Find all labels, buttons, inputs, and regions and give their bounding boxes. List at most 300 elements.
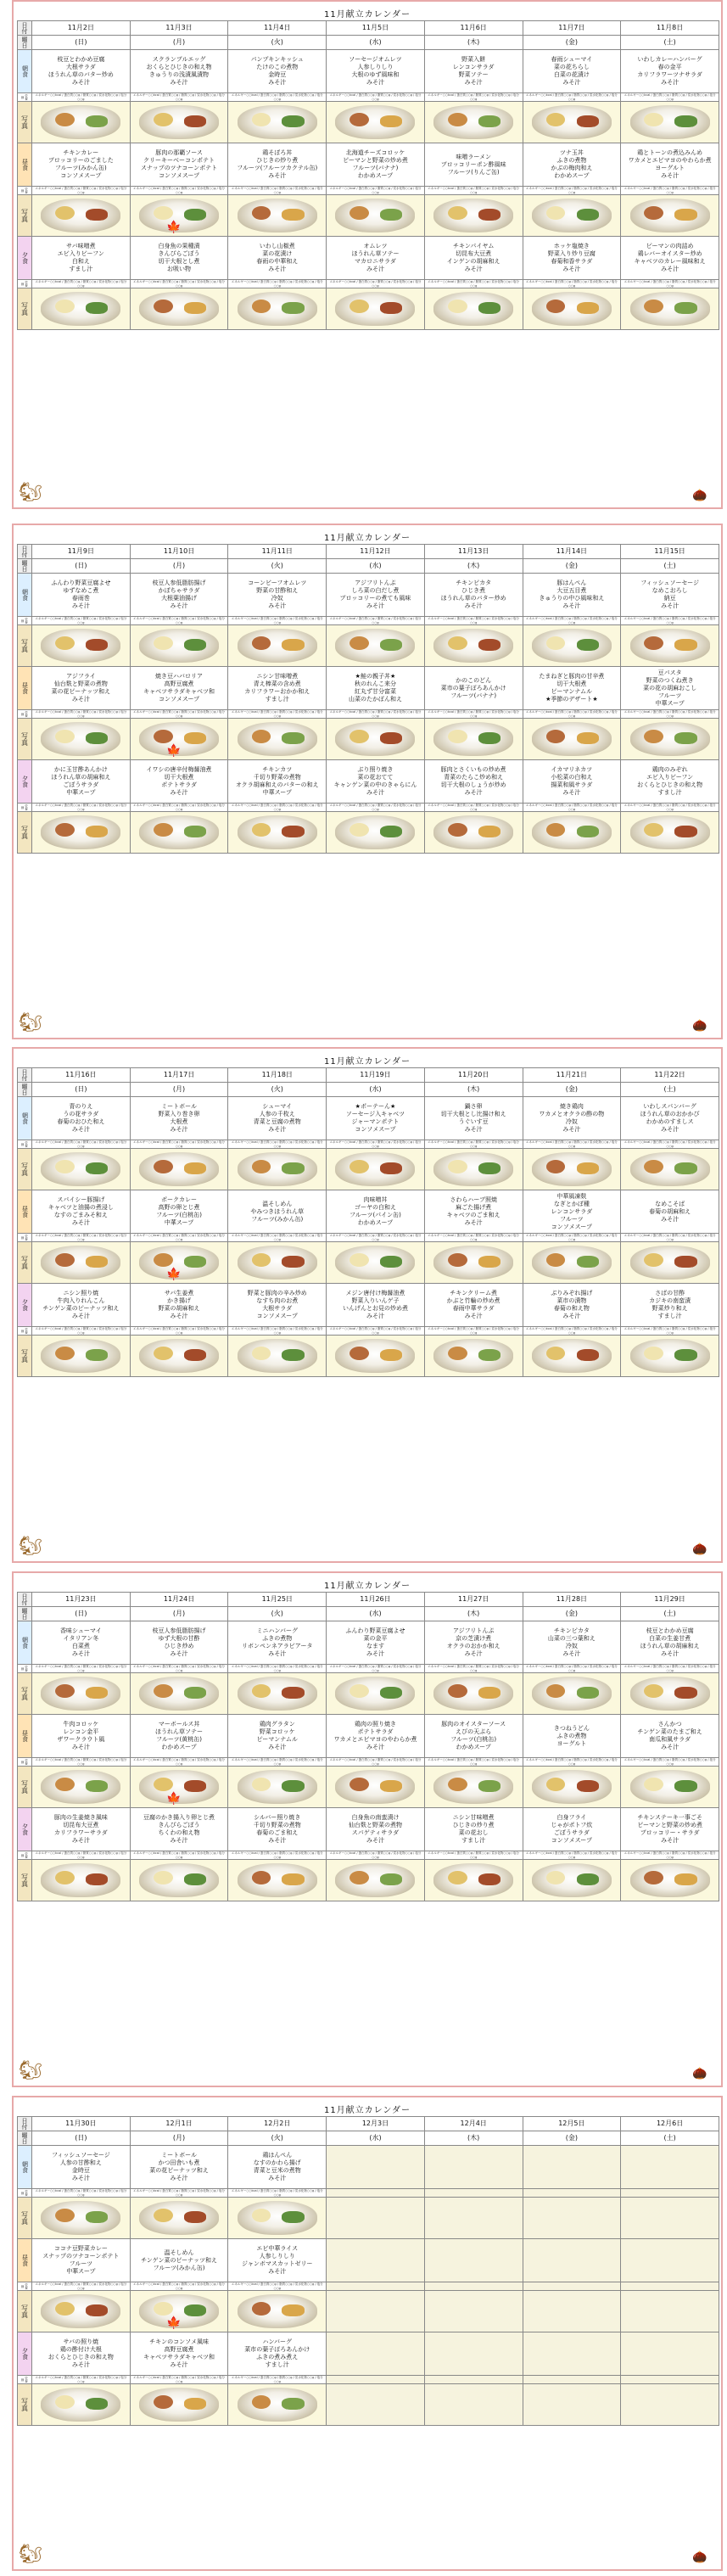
lunch-label: 昼食 — [18, 1715, 32, 1758]
nutrition-cell: エネルギー○○kcal / 蛋白質○○g / 脂質○○g / 炭水化物○○g / 塩分○○g — [424, 93, 523, 102]
menu-item: ツナ玉丼 — [559, 149, 584, 156]
dinner-menu-cell — [32, 1284, 131, 1327]
meal-plate-image — [41, 1339, 120, 1373]
menu-item: 白身フライ — [556, 1814, 587, 1821]
menu-item: みそ汁 — [562, 1650, 581, 1657]
maple-leaf-icon: 🍁 — [166, 2316, 182, 2330]
menu-item: イカマリネカツ — [551, 766, 593, 773]
date-cell: 11月3日 — [130, 21, 228, 36]
meal-photo-cell — [228, 1860, 327, 1901]
menu-item: みそ汁 — [170, 1837, 188, 1844]
lunch-menu-cell — [130, 1190, 228, 1234]
date-row-label: 日付 — [18, 1068, 32, 1083]
date-row-label: 日付 — [18, 2117, 32, 2131]
lunch-label: 昼食 — [18, 143, 32, 187]
menu-item: みそ汁 — [366, 266, 384, 272]
breakfast-menu-cell — [32, 50, 131, 93]
menu-item: 香味シューマイ — [59, 1627, 102, 1634]
menu-item: みそ汁 — [562, 1313, 581, 1319]
date-cell: 11月22日 — [621, 1068, 719, 1083]
menu-item: すまし汁 — [657, 789, 682, 796]
photo-label: 写真 — [18, 719, 32, 760]
menu-item: メジン唐付け梅醤油煮 — [345, 1290, 405, 1296]
nutrition-cell: エネルギー○○kcal / 蛋白質○○g / 脂質○○g / 炭水化物○○g / 塩分○○g — [327, 1758, 425, 1767]
meal-plate-image — [335, 629, 415, 663]
menu-item: わかめのすましス — [646, 1118, 694, 1125]
meal-plate-image — [139, 1152, 219, 1186]
menu-item: シューマイ — [262, 1103, 293, 1110]
menu-item: みそ汁 — [562, 266, 581, 272]
menu-item: マーボールス丼 — [158, 1721, 200, 1728]
menu-item: 野菜入餅 — [461, 56, 486, 63]
nutrition-cell: エネルギー○○kcal / 蛋白質○○g / 脂質○○g / 炭水化物○○g / 塩分○○g — [228, 1140, 327, 1149]
nutrition-label: 栄養価 — [18, 1327, 32, 1336]
weekday-cell: (火) — [228, 1083, 327, 1097]
dinner-menu-cell — [130, 237, 228, 280]
date-cell: 11月21日 — [523, 1068, 621, 1083]
menu-item: ちくわの和え物 — [158, 1829, 200, 1836]
nutrition-cell — [327, 2376, 425, 2384]
nutrition-cell: エネルギー○○kcal / 蛋白質○○g / 脂質○○g / 炭水化物○○g / 塩分○○g — [32, 1327, 131, 1336]
meal-plate-image — [433, 629, 513, 663]
lunch-menu-cell — [523, 667, 621, 710]
meal-plate-image — [630, 1863, 710, 1897]
nutrition-cell: エネルギー○○kcal / 蛋白質○○g / 脂質○○g / 炭水化物○○g / 塩分○○g — [621, 1234, 719, 1242]
date-cell: 11月10日 — [130, 545, 228, 559]
weekday-cell: (月) — [130, 559, 228, 574]
nutrition-cell: エネルギー○○kcal / 蛋白質○○g / 脂質○○g / 炭水化物○○g / 塩分○○g — [32, 280, 131, 288]
weekday-cell: (日) — [32, 1607, 131, 1621]
nutrition-cell: エネルギー○○kcal / 蛋白質○○g / 脂質○○g / 炭水化物○○g / 塩分○○g — [130, 2189, 228, 2198]
breakfast-menu-cell — [523, 1097, 621, 1140]
lunch-menu-cell — [523, 143, 621, 187]
nutrition-cell: エネルギー○○kcal / 蛋白質○○g / 脂質○○g / 炭水化物○○g / 塩分○○g — [32, 1665, 131, 1673]
date-cell: 11月2日 — [32, 21, 131, 36]
breakfast-menu-cell — [621, 1097, 719, 1140]
menu-item: オクラ胡麻和えのバターの和え — [235, 781, 319, 788]
menu-item: イワシの唐辛付梅醤油煮 — [146, 766, 212, 773]
menu-item: 人参しりしり — [357, 64, 394, 70]
meal-photo-cell — [228, 1336, 327, 1377]
meal-plate-image — [532, 815, 612, 849]
menu-item: みそ汁 — [366, 1837, 384, 1844]
meal-photo-cell — [32, 2384, 131, 2426]
meal-photo-cell — [32, 625, 131, 667]
menu-item: ピーマンと野菜の炒め煮 — [637, 1822, 702, 1828]
menu-item: 菜の花の胡麻おこし — [643, 684, 697, 692]
menu-item: 温そしめん — [164, 2248, 194, 2256]
nutrition-cell: エネルギー○○kcal / 蛋白質○○g / 脂質○○g / 炭水化物○○g / 塩分○○g — [130, 2282, 228, 2291]
menu-item: みそ汁 — [366, 1744, 384, 1750]
menu-item: 豚肉のオイスターソース — [441, 1721, 506, 1728]
menu-item: みそ汁 — [366, 1650, 384, 1657]
menu-item: アジフリトんぷ — [452, 1627, 495, 1634]
weekday-cell: (土) — [621, 36, 719, 50]
nutrition-cell: エネルギー○○kcal / 蛋白質○○g / 脂質○○g / 炭水化物○○g / 塩分○○g — [228, 710, 327, 719]
nutrition-cell: エネルギー○○kcal / 蛋白質○○g / 脂質○○g / 炭水化物○○g / 塩分○○g — [424, 187, 523, 195]
menu-item: カリフラワーサラダ — [53, 1829, 108, 1836]
breakfast-menu-cell — [228, 50, 327, 93]
menu-item: みそ汁 — [464, 602, 483, 609]
menu-item: 春雨中華サラダ — [452, 1305, 495, 1312]
photo-label: 写真 — [18, 1860, 32, 1901]
nutrition-cell: エネルギー○○kcal / 蛋白質○○g / 脂質○○g / 炭水化物○○g / 塩分○○g — [621, 93, 719, 102]
menu-item: 中華風凍麩 — [556, 1192, 587, 1200]
date-cell: 11月4日 — [228, 21, 327, 36]
menu-item: みそ汁 — [71, 1219, 90, 1226]
menu-item: 野菜のつくね煮き — [646, 676, 694, 684]
menu-item: ほうれん草ソテー — [351, 250, 400, 257]
squirrel-icon: 🐿 — [19, 2544, 42, 2565]
menu-item: 冷奴 — [565, 1643, 578, 1649]
menu-item: 切干大根とし比揚け和え — [440, 1111, 506, 1117]
nutrition-cell: エネルギー○○kcal / 蛋白質○○g / 脂質○○g / 炭水化物○○g / 塩分○○g — [523, 1327, 621, 1336]
menu-item: みそ汁 — [562, 1126, 581, 1133]
photo-label: 写真 — [18, 2198, 32, 2239]
menu-item: みそ汁 — [71, 1313, 90, 1319]
meal-photo-cell — [424, 1767, 523, 1808]
menu-item: 切干大根とし煮 — [158, 258, 200, 265]
meal-plate-image — [41, 2201, 120, 2235]
menu-item: 温そしめん — [262, 1200, 293, 1207]
dinner-menu-cell — [327, 1808, 425, 1851]
nutrition-label: 栄養価 — [18, 1758, 32, 1767]
weekday-cell: (月) — [130, 36, 228, 50]
menu-item: ニシン甘味噌煮 — [256, 673, 299, 680]
dinner-menu-cell — [523, 1284, 621, 1327]
menu-item: 小松菜の白和え — [551, 774, 593, 781]
menu-item: ポークカレー — [161, 1196, 198, 1203]
squirrel-icon: 🐿 — [19, 2060, 42, 2081]
menu-item: なめこおろし — [652, 587, 688, 594]
weekday-cell: (日) — [32, 559, 131, 574]
menu-item: なすのごまみそ和え — [53, 1212, 108, 1218]
menu-item: ミニハンバーグ — [256, 1627, 299, 1634]
breakfast-menu-cell — [32, 1097, 131, 1140]
nutrition-cell: エネルギー○○kcal / 蛋白質○○g / 脂質○○g / 炭水化物○○g / 塩分○○g — [621, 280, 719, 288]
meal-plate-image — [41, 2388, 120, 2422]
dinner-menu-cell — [130, 1808, 228, 1851]
nutrition-cell: エネルギー○○kcal / 蛋白質○○g / 脂質○○g / 炭水化物○○g / 塩分○○g — [523, 93, 621, 102]
breakfast-label: 朝食 — [18, 574, 32, 617]
weekday-cell: (日) — [32, 2131, 131, 2146]
week-title: 11月献立カレンダー — [323, 534, 411, 543]
nutrition-cell: エネルギー○○kcal / 蛋白質○○g / 脂質○○g / 炭水化物○○g / 塩分○○g — [523, 1140, 621, 1149]
meal-plate-image — [630, 1677, 710, 1711]
meal-plate-image — [335, 199, 415, 232]
nutrition-cell: エネルギー○○kcal / 蛋白質○○g / 脂質○○g / 炭水化物○○g / 塩分○○g — [228, 2189, 327, 2198]
photo-label: 写真 — [18, 1673, 32, 1715]
week-title: 11月献立カレンダー — [323, 1057, 411, 1067]
meal-photo-cell — [523, 1149, 621, 1190]
menu-item: 野菜入り巻き卵 — [158, 1111, 200, 1117]
menu-item: 春菊のごま和え — [256, 1829, 299, 1836]
dinner-label: 夕食 — [18, 1284, 32, 1327]
menu-item: 枝豆人参低脂肪揚げ — [152, 580, 206, 586]
menu-item: 青菜と豆腐の煮物 — [253, 1118, 301, 1125]
meal-plate-image — [139, 292, 219, 326]
menu-item: ぶり照り焼き — [357, 766, 394, 773]
meal-plate-image — [335, 1863, 415, 1897]
menu-item: 紅丸ず甘分富菜 — [354, 688, 396, 695]
meal-photo-cell — [621, 2198, 719, 2239]
meal-photo-cell — [523, 1242, 621, 1284]
meal-plate-image — [433, 292, 513, 326]
menu-item: みそ汁 — [661, 1126, 679, 1133]
meal-plate-image — [630, 1339, 710, 1373]
meal-photo-cell — [523, 812, 621, 854]
menu-item: 焼き鶏肉 — [559, 1103, 584, 1110]
menu-item: コンソメスープ — [355, 1126, 396, 1133]
menu-item: みそ汁 — [170, 2175, 188, 2181]
meal-photo-cell — [621, 102, 719, 143]
menu-item: 大根煮 — [170, 1118, 188, 1125]
menu-item: キャベツのカレー風味和え — [634, 258, 706, 265]
dinner-label: 夕食 — [18, 760, 32, 804]
menu-item: 大根サラダ — [262, 1305, 293, 1312]
date-cell: 11月7日 — [523, 21, 621, 36]
meal-photo-cell — [523, 625, 621, 667]
weekday-cell: (土) — [621, 2131, 719, 2146]
breakfast-menu-cell — [228, 1097, 327, 1140]
menu-item: 白菜の花漬け — [553, 71, 590, 78]
photo-label: 写真 — [18, 1767, 32, 1808]
dinner-menu-cell — [228, 237, 327, 280]
meal-photo-cell — [32, 1673, 131, 1715]
menu-item: ミートボール — [161, 2152, 197, 2159]
week-panel — [12, 0, 723, 509]
breakfast-menu-cell — [621, 1621, 719, 1665]
acorn-icon: 🌰 — [692, 1019, 707, 1033]
menu-item: みそ汁 — [366, 789, 384, 796]
menu-item: チンゲン菜のピーナッツ和え — [141, 2256, 218, 2264]
menu-item: レンコン金平 — [63, 1728, 99, 1735]
menu-item: ワカメとオクラの酢の物 — [539, 1111, 605, 1117]
menu-item: 切干大根煮 — [164, 774, 194, 781]
nutrition-cell: エネルギー○○kcal / 蛋白質○○g / 脂質○○g / 炭水化物○○g / 塩分○○g — [327, 1327, 425, 1336]
nutrition-cell: エネルギー○○kcal / 蛋白質○○g / 脂質○○g / 炭水化物○○g / 塩分○○g — [130, 1234, 228, 1242]
nutrition-cell: エネルギー○○kcal / 蛋白質○○g / 脂質○○g / 炭水化物○○g / 塩分○○g — [621, 1327, 719, 1336]
lunch-menu-cell — [32, 1715, 131, 1758]
menu-item: わかめスープ — [554, 172, 590, 179]
date-cell: 11月6日 — [424, 21, 523, 36]
menu-item: みそ汁 — [170, 789, 188, 796]
date-cell: 12月1日 — [130, 2117, 228, 2131]
nutrition-cell — [424, 2189, 523, 2198]
menu-item: みそ汁 — [268, 2268, 287, 2275]
nutrition-cell: エネルギー○○kcal / 蛋白質○○g / 脂質○○g / 炭水化物○○g / 塩分○○g — [228, 93, 327, 102]
meal-photo-cell — [621, 1336, 719, 1377]
menu-item: アジフライ — [66, 673, 96, 680]
dinner-menu-cell — [523, 2332, 621, 2376]
date-cell: 11月26日 — [327, 1593, 425, 1607]
meal-plate-image — [238, 722, 317, 756]
menu-item: いわし山椒煮 — [259, 243, 295, 249]
maple-leaf-icon: 🍁 — [166, 1792, 182, 1806]
menu-item: みそ汁 — [661, 1215, 679, 1223]
maple-leaf-icon: 🍁 — [166, 1268, 182, 1281]
menu-item: みそ汁 — [464, 79, 483, 86]
dinner-menu-cell — [130, 760, 228, 804]
menu-item: 野菜の甘酢和え — [256, 587, 299, 594]
meal-plate-image — [139, 105, 219, 139]
meal-photo-cell — [228, 2291, 327, 2332]
nutrition-cell: エネルギー○○kcal / 蛋白質○○g / 脂質○○g / 炭水化物○○g / 塩分○○g — [327, 1234, 425, 1242]
date-cell: 12月6日 — [621, 2117, 719, 2131]
menu-item: 菜の花ピーナッツ和え — [149, 2167, 209, 2174]
menu-item: 豚肉の那覇ソース — [155, 149, 203, 156]
date-cell: 11月16日 — [32, 1068, 131, 1083]
menu-item: インゲンの胡麻和え — [446, 258, 501, 265]
meal-plate-image — [41, 629, 120, 663]
lunch-menu-cell — [228, 1715, 327, 1758]
dinner-menu-cell — [621, 237, 719, 280]
menu-item: 豆腐のかき揚入り卵とじ煮 — [143, 1814, 215, 1821]
menu-item: ほうれん草ソテー — [155, 1728, 204, 1735]
nutrition-cell: エネルギー○○kcal / 蛋白質○○g / 脂質○○g / 炭水化物○○g / 塩分○○g — [228, 1851, 327, 1860]
breakfast-menu-cell — [327, 2146, 425, 2189]
meal-plate-image — [41, 105, 120, 139]
meal-photo-cell — [32, 1149, 131, 1190]
menu-item: カリフラワーツナサラダ — [637, 71, 702, 78]
menu-item: すまし汁 — [657, 1313, 682, 1319]
menu-item: 野菜入り炒り豆腐 — [547, 250, 596, 257]
lunch-menu-cell — [228, 667, 327, 710]
menu-item: 切干大根のしょうが炒め — [440, 781, 506, 788]
menu-item: かき揚げ — [167, 1297, 192, 1304]
meal-photo-cell — [32, 1767, 131, 1808]
nutrition-cell: エネルギー○○kcal / 蛋白質○○g / 脂質○○g / 炭水化物○○g / 塩分○○g — [424, 280, 523, 288]
week-title: 11月献立カレンダー — [323, 10, 411, 20]
menu-item: みそ汁 — [661, 266, 679, 272]
menu-item: ピーマンと野菜の炒め煮 — [343, 157, 408, 164]
nutrition-cell: エネルギー○○kcal / 蛋白質○○g / 脂質○○g / 炭水化物○○g / 塩分○○g — [621, 1851, 719, 1860]
nutrition-cell: エネルギー○○kcal / 蛋白質○○g / 脂質○○g / 炭水化物○○g / 塩分○○g — [621, 617, 719, 625]
weekday-cell: (火) — [228, 1607, 327, 1621]
date-cell: 11月12日 — [327, 545, 425, 559]
breakfast-menu-cell — [424, 1097, 523, 1140]
nutrition-cell: エネルギー○○kcal / 蛋白質○○g / 脂質○○g / 炭水化物○○g / 塩分○○g — [424, 1665, 523, 1673]
meal-photo-cell — [523, 1336, 621, 1377]
lunch-menu-cell — [523, 1190, 621, 1234]
menu-item: 菜市の葉子ぽろあんかけ — [440, 684, 506, 692]
weekday-cell: (火) — [228, 2131, 327, 2146]
dow-row-label: 曜日 — [18, 559, 32, 574]
menu-item: 鶏肉の照り焼き — [354, 1721, 396, 1728]
date-row-label: 日付 — [18, 21, 32, 36]
meal-plate-image — [41, 1863, 120, 1897]
menu-table — [17, 544, 719, 854]
meal-plate-image — [532, 629, 612, 663]
meal-plate-image — [433, 722, 513, 756]
menu-item: しろ菜の白だし煮 — [351, 587, 400, 594]
menu-item: 豚肉とさくいもの炒め煮 — [440, 766, 506, 773]
nutrition-label: 栄養価 — [18, 187, 32, 195]
week-panel — [12, 524, 723, 1039]
menu-item: みそ汁 — [268, 79, 287, 86]
date-cell: 11月28日 — [523, 1593, 621, 1607]
dinner-menu-cell — [32, 1808, 131, 1851]
lunch-menu-cell — [228, 2239, 327, 2282]
meal-photo-cell — [228, 195, 327, 237]
menu-item: すまし汁 — [461, 1837, 486, 1844]
lunch-menu-cell — [523, 2239, 621, 2282]
menu-item: ハンバーグ — [262, 2338, 293, 2345]
date-cell: 11月11日 — [228, 545, 327, 559]
nutrition-cell: エネルギー○○kcal / 蛋白質○○g / 脂質○○g / 炭水化物○○g / 塩分○○g — [228, 1665, 327, 1673]
menu-item: じゃがポトフ炊 — [551, 1822, 593, 1828]
menu-item: さばの甘酢 — [655, 1290, 685, 1296]
nutrition-cell: エネルギー○○kcal / 蛋白質○○g / 脂質○○g / 炭水化物○○g / 塩分○○g — [424, 710, 523, 719]
menu-item: みそ汁 — [464, 1126, 483, 1133]
date-cell: 11月5日 — [327, 21, 425, 36]
menu-item: チキンピカタ — [553, 1627, 590, 1634]
menu-item: エビ中華ライス — [256, 2245, 299, 2252]
menu-item: 豆パスタ — [657, 669, 682, 676]
date-cell: 12月3日 — [327, 2117, 425, 2131]
menu-item: 菜市の漬物 — [556, 1297, 587, 1304]
meal-photo-cell — [424, 625, 523, 667]
menu-item: きつねうどん — [553, 1724, 590, 1732]
nutrition-cell: エネルギー○○kcal / 蛋白質○○g / 脂質○○g / 炭水化物○○g / 塩分○○g — [32, 1851, 131, 1860]
menu-item: 中華スープ — [262, 789, 292, 796]
nutrition-cell: エネルギー○○kcal / 蛋白質○○g / 脂質○○g / 炭水化物○○g / 塩分○○g — [327, 187, 425, 195]
meal-photo-cell — [523, 195, 621, 237]
menu-item: みそ汁 — [661, 79, 679, 86]
meal-photo-cell — [523, 719, 621, 760]
menu-item: ふんわり野菜豆腐よせ — [345, 1627, 405, 1634]
nutrition-cell: エネルギー○○kcal / 蛋白質○○g / 脂質○○g / 炭水化物○○g / 塩分○○g — [228, 280, 327, 288]
meal-plate-image — [238, 629, 317, 663]
meal-plate-image — [532, 722, 612, 756]
meal-photo-cell — [327, 195, 425, 237]
menu-item: エビ入りビーフン — [646, 774, 694, 781]
weekday-cell: (金) — [523, 1607, 621, 1621]
meal-plate-image — [630, 815, 710, 849]
menu-item: 枝豆とわかめ豆腐 — [57, 56, 105, 63]
nutrition-cell: エネルギー○○kcal / 蛋白質○○g / 脂質○○g / 炭水化物○○g / 塩分○○g — [130, 710, 228, 719]
meal-photo-cell — [424, 1673, 523, 1715]
menu-item: かつ田舎いも煮 — [158, 2159, 200, 2166]
nutrition-cell: エネルギー○○kcal / 蛋白質○○g / 脂質○○g / 炭水化物○○g / 塩分○○g — [32, 617, 131, 625]
meal-plate-image — [433, 1863, 513, 1897]
menu-item: かに玉甘酢あんかけ — [53, 766, 108, 773]
meal-plate-image — [41, 815, 120, 849]
nutrition-cell: エネルギー○○kcal / 蛋白質○○g / 脂質○○g / 炭水化物○○g / 塩分○○g — [228, 187, 327, 195]
menu-item: 中華スープ — [164, 1219, 194, 1226]
menu-item: キャベツと油揚の煮浸し — [48, 1204, 114, 1211]
meal-plate-image — [41, 1152, 120, 1186]
menu-item: イタリアン冬 — [63, 1635, 99, 1642]
meal-plate-image — [335, 722, 415, 756]
date-cell: 12月4日 — [424, 2117, 523, 2131]
menu-item: なめこそば — [655, 1200, 685, 1207]
nutrition-cell: エネルギー○○kcal / 蛋白質○○g / 脂質○○g / 炭水化物○○g / 塩分○○g — [621, 1140, 719, 1149]
menu-item: みそ汁 — [661, 1650, 679, 1657]
date-cell: 11月9日 — [32, 545, 131, 559]
meal-photo-cell — [130, 1336, 228, 1377]
nutrition-cell: エネルギー○○kcal / 蛋白質○○g / 脂質○○g / 炭水化物○○g / 塩分○○g — [424, 617, 523, 625]
menu-item: おくらとひじきの和え物 — [637, 781, 703, 788]
nutrition-label: 栄養価 — [18, 2376, 32, 2384]
lunch-menu-cell — [424, 1715, 523, 1758]
menu-table — [17, 2116, 719, 2426]
lunch-menu-cell — [621, 667, 719, 710]
menu-item: ポテトサラダ — [357, 1728, 394, 1735]
menu-item: レンコンサラダ — [452, 64, 495, 70]
meal-plate-image — [41, 1246, 120, 1280]
nutrition-cell: エネルギー○○kcal / 蛋白質○○g / 脂質○○g / 炭水化物○○g / 塩分○○g — [32, 2282, 131, 2291]
